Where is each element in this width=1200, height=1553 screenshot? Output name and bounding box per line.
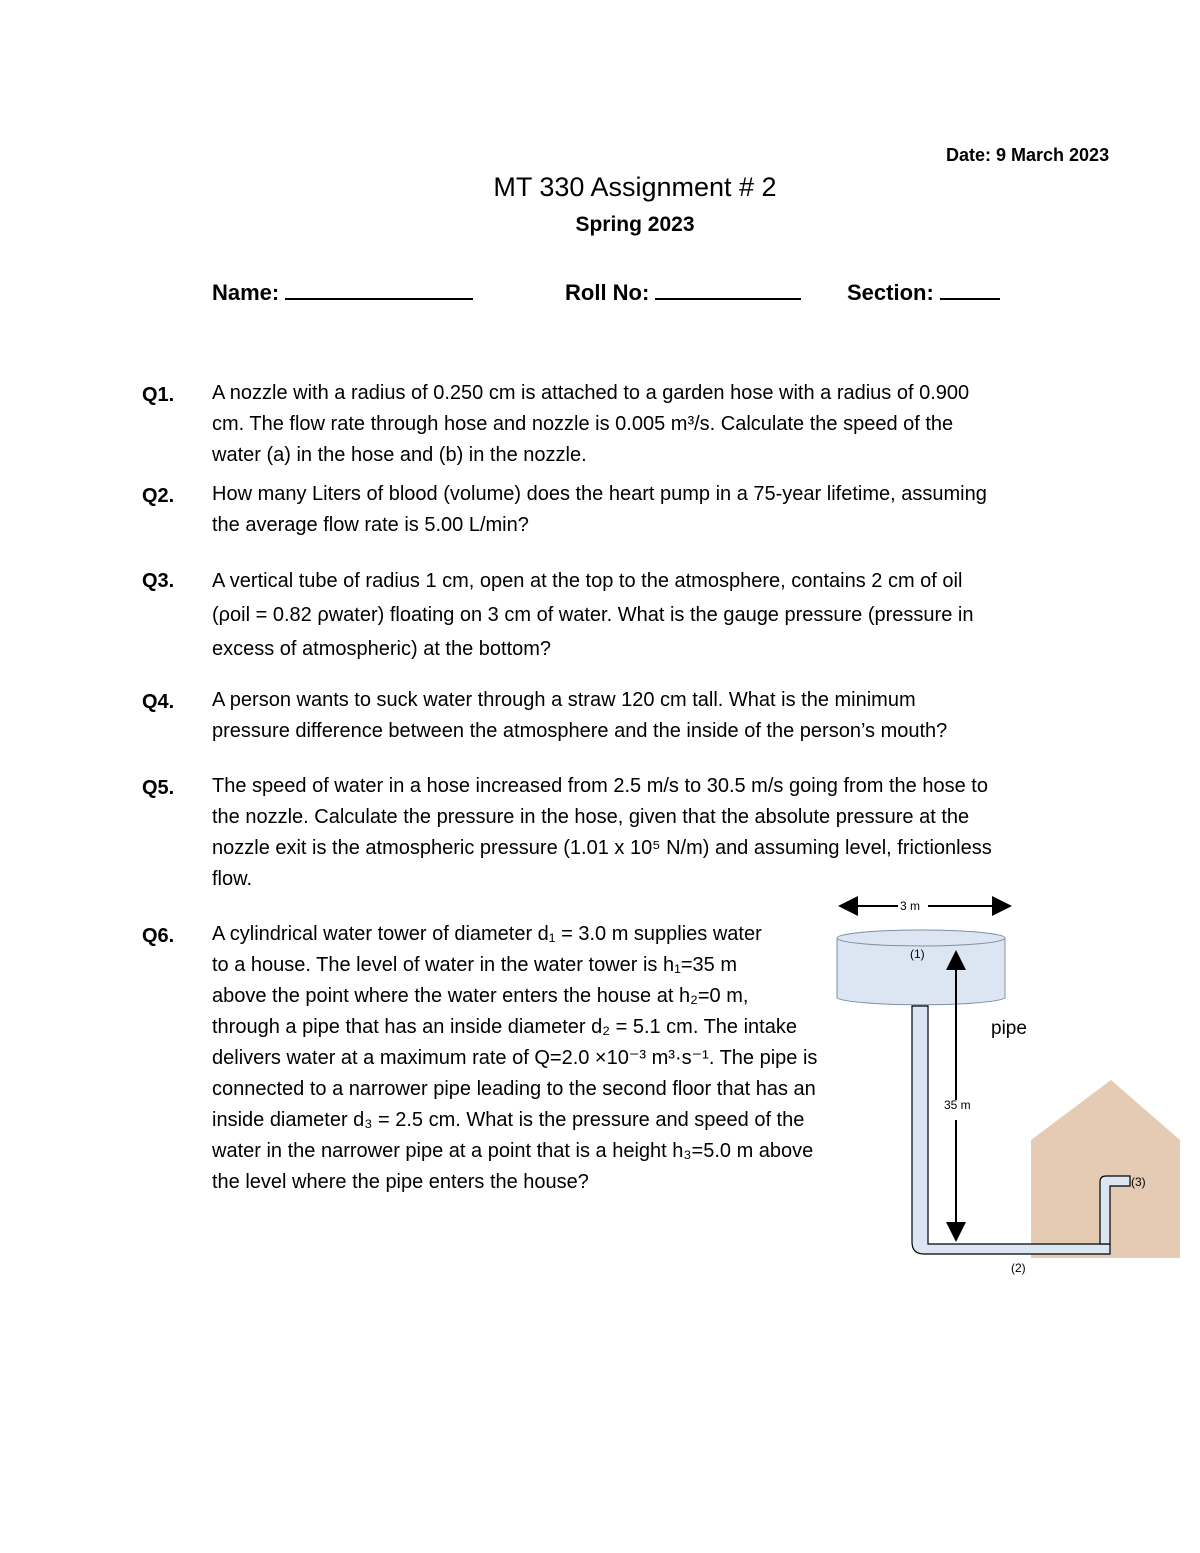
q4-number: Q4. xyxy=(142,691,175,713)
q4-line: pressure difference between the atmosphere and the inside of the person’s mouth? xyxy=(212,720,948,742)
q5-line: nozzle exit is the atmospheric pressure (1.01 x 10⁵ N/m) and assuming level, frictionless xyxy=(212,837,992,859)
q4-line: A person wants to suck water through a straw 120 cm tall. What is the minimum xyxy=(212,689,916,711)
q6-line: through a pipe that has an inside diameter d₂ = 5.1 cm. The intake xyxy=(212,1016,797,1038)
q1-line: cm. The flow rate through hose and nozzle is 0.005 m³/s. Calculate the speed of the xyxy=(212,413,954,435)
q2-line: How many Liters of blood (volume) does the heart pump in a 75-year lifetime, assuming xyxy=(212,483,987,505)
height-label: 35 m xyxy=(944,1098,971,1112)
point-2-label: (2) xyxy=(1011,1261,1026,1275)
q3-number: Q3. xyxy=(142,570,175,592)
q2-text xyxy=(212,479,987,541)
q5-line: the nozzle. Calculate the pressure in the hose, given that the absolute pressure at the xyxy=(212,806,970,828)
q6-line: to a house. The level of water in the water tower is h₁=35 m xyxy=(212,954,737,976)
q1-line: A nozzle with a radius of 0.250 cm is attached to a garden hose with a radius of 0.900 xyxy=(212,382,970,404)
q6-line: above the point where the water enters the house at h₂=0 m, xyxy=(212,985,749,1007)
q6-line: A cylindrical water tower of diameter d₁ = 3.0 m supplies water xyxy=(212,923,762,945)
q2-line: the average flow rate is 5.00 L/min? xyxy=(212,514,529,536)
q6-line: delivers water at a maximum rate of Q=2.0 ×10⁻³ m³·s⁻¹. The pipe is xyxy=(212,1047,818,1069)
q1-line: water (a) in the hose and (b) in the nozzle. xyxy=(212,444,587,466)
q3-text xyxy=(212,564,973,666)
q3-line: (ρoil = 0.82 ρwater) floating on 3 cm of water. What is the gauge pressure (pressure in xyxy=(212,604,974,626)
q2-number: Q2. xyxy=(142,485,175,507)
roll-blank[interactable] xyxy=(655,278,801,300)
q6-line: connected to a narrower pipe leading to the second floor that has an xyxy=(212,1078,816,1100)
section-label: Section: xyxy=(847,280,934,305)
q5-line: flow. xyxy=(212,868,253,890)
date: Date: 9 March 2023 xyxy=(946,145,1110,165)
q6-line: water in the narrower pipe at a point that is a height h₃=5.0 m above xyxy=(212,1140,814,1162)
q1-text xyxy=(212,378,969,471)
semester: Spring 2023 xyxy=(575,213,695,236)
width-label: 3 m xyxy=(900,899,921,913)
name-label: Name: xyxy=(212,280,280,305)
q5-line: The speed of water in a hose increased from 2.5 m/s to 30.5 m/s going from the hose to xyxy=(212,775,988,797)
pipe-label: pipe xyxy=(991,1018,1027,1039)
q6-line: inside diameter d₃ = 2.5 cm. What is the pressure and speed of the xyxy=(212,1109,805,1131)
q6-line: the level where the pipe enters the house? xyxy=(212,1171,589,1193)
q5-text xyxy=(212,771,992,895)
name-field xyxy=(212,278,473,306)
tank-top xyxy=(837,930,1005,946)
roll-field xyxy=(565,278,801,306)
page-title: MT 330 Assignment # 2 xyxy=(493,172,777,202)
section-blank[interactable] xyxy=(940,278,1000,300)
q6-number: Q6. xyxy=(142,925,175,947)
q3-line: excess of atmospheric) at the bottom? xyxy=(212,638,552,660)
roll-label: Roll No: xyxy=(565,280,650,305)
section-field xyxy=(847,278,1000,306)
q1-number: Q1. xyxy=(142,384,175,406)
water-tower-diagram xyxy=(820,890,1200,1290)
q6-text xyxy=(212,919,817,1198)
point-3-label: (3) xyxy=(1131,1175,1146,1189)
point-1-label: (1) xyxy=(910,947,925,961)
q4-text xyxy=(212,685,947,747)
q3-line: A vertical tube of radius 1 cm, open at the top to the atmosphere, contains 2 cm of oil xyxy=(212,570,963,592)
name-blank[interactable] xyxy=(285,278,473,300)
q5-number: Q5. xyxy=(142,777,175,799)
